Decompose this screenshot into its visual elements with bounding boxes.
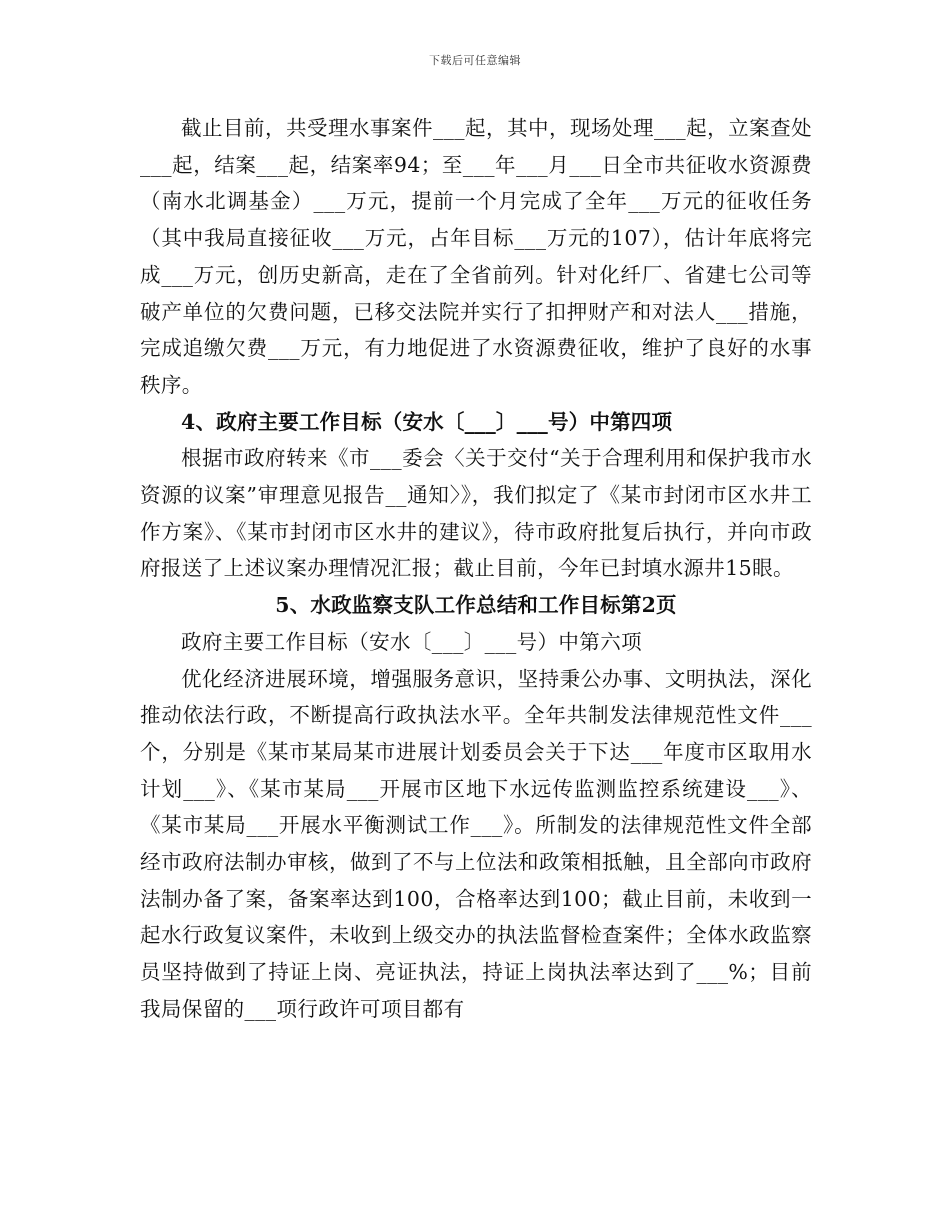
paragraph-goal-item-6: 政府主要工作目标（安水〔___〕___号）中第六项: [181, 629, 642, 654]
paragraph-case-statistics: 截止目前，共受理水事案件___起，其中，现场处理___起，立案查处___起，结案___起，结案率94；至___年___月___日全市共征收水资源费（南水北调基金）___万元，提前一个月完成了全年___万元的征收任务（其中我局直接征收___万元，占年目标___万元的107），估计年底将完成___万元，创历史新高，走在了全省前列。针对化纤厂、省建七公司等破产单位的欠费问题，已移交法院并实行了扣押财产和对法人___措施，完成追缴欠费___万元，有力地促进了水资源费征收，维护了良好的水事秩序。: [140, 116, 812, 397]
page-header-note: 下载后可任意编辑: [429, 54, 521, 67]
paragraph-law-enforcement: 优化经济进展环境，增强服务意识，坚持秉公办事、文明执法，深化推动依法行政，不断提高行政执法水平。全年共制发法律规范性文件___个，分别是《某市某局某市进展计划委员会关于下达___年度市区取用水计划___》、《某市某局___开展市区地下水远传监测监控系统建设___》、《某市某局___开展水平衡测试工作___》。所制发的法律规范性文件全部经市政府法制办审核，做到了不与上位法和政策相抵触，且全部向市政府法制办备了案，备案率达到100，合格率达到100；截止目前，未收到一起水行政复议案件，未收到上级交办的执法监督检查案件；全体水政监察员坚持做到了持证上岗、亮证执法，持证上岗执法率达到了___%；目前我局保留的___项行政许可项目都有: [140, 666, 812, 1021]
section-heading-4: 4、政府主要工作目标（安水〔___〕___号）中第四项: [181, 409, 673, 434]
paragraph-well-closure: 根据市政府转来《市___委会〈关于交付“关于合理利用和保护我市水资源的议案”审理意见报告__通知〉》，我们拟定了《某市封闭市区水井工作方案》、《某市封闭市区水井的建议》，待市政府批复后执行，并向市政府报送了上述议案办理情况汇报；截止目前，今年已封填水源井15眼。: [140, 446, 812, 581]
section-heading-5: 5、水政监察支队工作总结和工作目标第2页: [275, 593, 677, 618]
document-body: [140, 110, 812, 1028]
